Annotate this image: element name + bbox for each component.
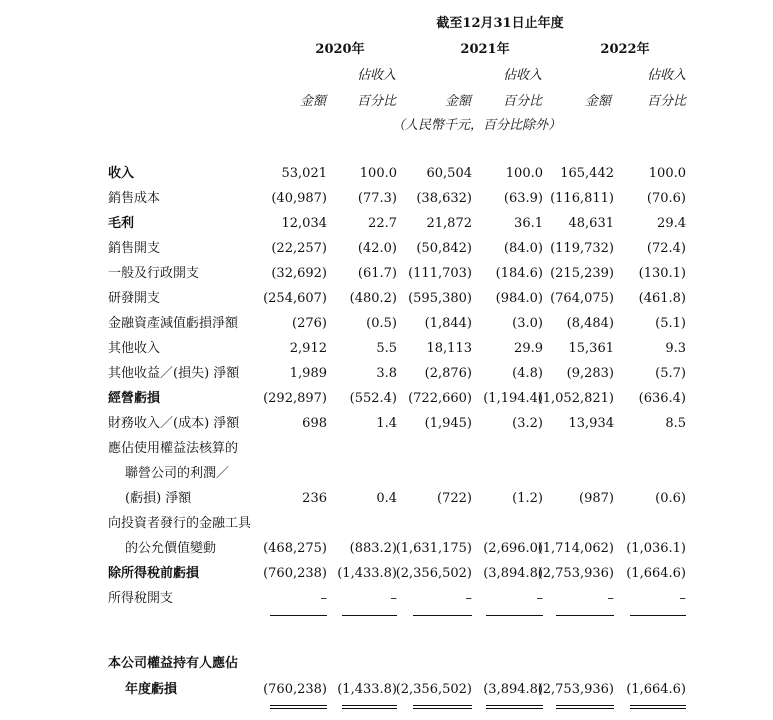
- row-share-associates-line2: [0, 461, 773, 486]
- row-rnd-expenses: [0, 286, 773, 311]
- cell-2020-amount: –: [320, 591, 327, 606]
- row-finance-income-cost: [0, 411, 773, 436]
- cell-2021-pct: (1,194.4): [483, 391, 543, 406]
- cell-2022-pct: (461.8): [638, 291, 686, 306]
- cell-2020-pct: (77.3): [357, 191, 397, 206]
- cell-2021-pct: (3,894.8): [483, 682, 543, 697]
- cell-2022-amount: 165,442: [560, 166, 614, 181]
- pct-header-2022-line1: 佔收入: [646, 68, 686, 83]
- cell-2020-amount: 2,912: [289, 341, 327, 356]
- row-label: 所得稅開支: [108, 591, 174, 606]
- row-gross-profit: [0, 211, 773, 236]
- cell-2022-amount: (116,811): [550, 191, 614, 206]
- cell-2022-amount: (1,052,821): [537, 391, 614, 406]
- row-other-income: [0, 336, 773, 361]
- cell-2021-amount: (722): [437, 491, 472, 506]
- cell-2021-pct: (3.2): [512, 416, 543, 431]
- cell-2021-amount: 18,113: [426, 341, 472, 356]
- cell-2021-amount: (111,703): [408, 266, 472, 281]
- row-label: 毛利: [108, 216, 135, 231]
- unit-note: （人民幣千元，百分比除外）: [392, 118, 562, 133]
- cell-2021-amount: (2,876): [424, 366, 472, 381]
- row-label: 研發開支: [108, 291, 161, 306]
- cell-2020-amount: (276): [292, 316, 327, 331]
- cell-2021-pct: (2,696.0): [483, 541, 543, 556]
- row-impairment-losses: [0, 311, 773, 336]
- pct-header-2021-line2: 百分比: [502, 94, 542, 109]
- row-label: 銷售開支: [108, 241, 161, 256]
- column-underline: [486, 615, 543, 616]
- cell-2022-pct: (5.7): [655, 366, 686, 381]
- cell-2022-amount: (2,753,936): [537, 682, 614, 697]
- pct-header-2020-line1: 佔收入: [356, 68, 396, 83]
- year-2020: 2020年: [315, 42, 365, 57]
- cell-2022-amount: (9,283): [566, 366, 614, 381]
- cell-2021-pct: (184.6): [495, 266, 543, 281]
- cell-2021-amount: (595,380): [408, 291, 472, 306]
- cell-2022-amount: (119,732): [550, 241, 614, 256]
- cell-2022-pct: (0.6): [655, 491, 686, 506]
- column-double-underline: [486, 705, 543, 709]
- cell-2021-pct: (3,894.8): [483, 566, 543, 581]
- cell-2022-pct: (1,664.6): [626, 682, 686, 697]
- cell-2020-pct: 100.0: [359, 166, 397, 181]
- cell-2022-amount: (215,239): [550, 266, 614, 281]
- cell-2022-pct: (5.1): [655, 316, 686, 331]
- cell-2020-pct: 3.8: [376, 366, 397, 381]
- row-label: 向投資者發行的金融工具: [108, 516, 252, 531]
- cell-2020-pct: (0.5): [366, 316, 397, 331]
- cell-2020-amount: (468,275): [263, 541, 327, 556]
- row-label: 其他收入: [108, 341, 161, 356]
- amount-header-2020: 金額: [299, 94, 326, 109]
- pct-header-2022-line2: 百分比: [646, 94, 686, 109]
- cell-2022-amount: (987): [579, 491, 614, 506]
- cell-2022-amount: (764,075): [550, 291, 614, 306]
- row-revenue: [0, 161, 773, 186]
- cell-2022-amount: (1,714,062): [537, 541, 614, 556]
- cell-2022-amount: 48,631: [568, 216, 614, 231]
- row-operating-loss: [0, 386, 773, 411]
- cell-2022-pct: (636.4): [638, 391, 686, 406]
- cell-2020-amount: 12,034: [281, 216, 327, 231]
- cell-2021-pct: (1.2): [512, 491, 543, 506]
- row-label: 本公司權益持有人應佔: [108, 656, 239, 671]
- cell-2020-pct: (61.7): [357, 266, 397, 281]
- year-2021: 2021年: [460, 42, 510, 57]
- amount-header-2022: 金額: [584, 94, 611, 109]
- column-underline: [413, 615, 472, 616]
- row-label: 其他收益／(損失) 淨額: [108, 366, 240, 381]
- column-double-underline: [270, 705, 327, 709]
- cell-2021-pct: –: [536, 591, 543, 606]
- cell-2021-amount: 60,504: [426, 166, 472, 181]
- cell-2022-pct: 29.4: [657, 216, 686, 231]
- amount-header-2021: 金額: [444, 94, 471, 109]
- column-double-underline: [342, 705, 397, 709]
- cell-2020-pct: (480.2): [349, 291, 397, 306]
- cell-2021-amount: (50,842): [416, 241, 472, 256]
- cell-2022-pct: (70.6): [646, 191, 686, 206]
- cell-2020-amount: 1,989: [289, 366, 327, 381]
- cell-2020-amount: 53,021: [281, 166, 327, 181]
- cell-2022-amount: 15,361: [568, 341, 614, 356]
- row-label: 收入: [108, 166, 135, 181]
- row-label: 財務收入／(成本) 淨額: [108, 416, 240, 431]
- row-fair-value-change-line1: [0, 511, 773, 536]
- cell-2020-pct: 1.4: [376, 416, 397, 431]
- cell-2020-amount: (760,238): [263, 682, 327, 697]
- cell-2020-amount: 236: [302, 491, 327, 506]
- cell-2020-pct: (42.0): [357, 241, 397, 256]
- cell-2022-pct: 8.5: [665, 416, 686, 431]
- cell-2020-pct: (552.4): [349, 391, 397, 406]
- cell-2022-pct: (72.4): [646, 241, 686, 256]
- cell-2021-amount: 21,872: [426, 216, 472, 231]
- cell-2021-pct: (84.0): [503, 241, 543, 256]
- cell-2022-amount: 13,934: [568, 416, 614, 431]
- cell-2021-pct: (63.9): [503, 191, 543, 206]
- column-underline: [270, 615, 327, 616]
- row-other-gains-losses: [0, 361, 773, 386]
- cell-2020-pct: (1,433.8): [337, 682, 397, 697]
- cell-2022-pct: 100.0: [648, 166, 686, 181]
- cell-2020-amount: (254,607): [263, 291, 327, 306]
- cell-2021-amount: (1,945): [424, 416, 472, 431]
- row-label: 聯營公司的利潤／: [125, 466, 230, 481]
- cell-2021-amount: (1,631,175): [395, 541, 472, 556]
- row-label: 經營虧損: [108, 391, 161, 406]
- row-label: 一般及行政開支: [108, 266, 200, 281]
- cell-2020-pct: (1,433.8): [337, 566, 397, 581]
- row-share-associates-line1: [0, 436, 773, 461]
- row-attributable-line1: [0, 651, 773, 676]
- cell-2022-pct: (1,664.6): [626, 566, 686, 581]
- column-underline: [342, 615, 397, 616]
- cell-2020-amount: (292,897): [263, 391, 327, 406]
- cell-2022-amount: (8,484): [566, 316, 614, 331]
- column-double-underline: [630, 705, 686, 709]
- cell-2021-pct: 29.9: [514, 341, 543, 356]
- row-loss-before-tax: [0, 561, 773, 586]
- cell-2020-amount: 698: [302, 416, 327, 431]
- cell-2021-amount: (1,844): [424, 316, 472, 331]
- row-cost-of-sales: [0, 186, 773, 211]
- row-label: 銷售成本: [108, 191, 161, 206]
- cell-2021-pct: 36.1: [514, 216, 543, 231]
- row-share-associates: [0, 486, 773, 511]
- row-label: 金融資產減值虧損淨額: [108, 316, 239, 331]
- cell-2020-amount: (32,692): [271, 266, 327, 281]
- cell-2020-amount: (40,987): [271, 191, 327, 206]
- pct-header-2021-line1: 佔收入: [502, 68, 542, 83]
- cell-2021-pct: 100.0: [505, 166, 543, 181]
- cell-2020-pct: (883.2): [349, 541, 397, 556]
- row-admin-expenses: [0, 261, 773, 286]
- row-income-tax: [0, 586, 773, 611]
- cell-2021-amount: (722,660): [408, 391, 472, 406]
- cell-2021-amount: (2,356,502): [395, 566, 472, 581]
- row-label: 年度虧損: [125, 682, 178, 697]
- row-loss-for-year: [0, 677, 773, 702]
- cell-2021-amount: –: [465, 591, 472, 606]
- row-label: 除所得稅前虧損: [108, 566, 200, 581]
- row-selling-expenses: [0, 236, 773, 261]
- cell-2020-pct: 5.5: [376, 341, 397, 356]
- column-underline: [630, 615, 686, 616]
- row-fair-value-change: [0, 536, 773, 561]
- cell-2020-amount: (760,238): [263, 566, 327, 581]
- cell-2020-pct: 0.4: [376, 491, 397, 506]
- year-2022: 2022年: [600, 42, 650, 57]
- cell-2021-amount: (2,356,502): [395, 682, 472, 697]
- column-double-underline: [413, 705, 472, 709]
- cell-2022-pct: (1,036.1): [626, 541, 686, 556]
- cell-2021-pct: (4.8): [512, 366, 543, 381]
- cell-2022-pct: 9.3: [665, 341, 686, 356]
- pct-header-2020-line2: 百分比: [356, 94, 396, 109]
- cell-2022-pct: (130.1): [638, 266, 686, 281]
- cell-2021-pct: (3.0): [512, 316, 543, 331]
- cell-2021-amount: (38,632): [416, 191, 472, 206]
- row-label: (虧損) 淨額: [125, 491, 192, 506]
- cell-2021-pct: (984.0): [495, 291, 543, 306]
- row-label: 的公允價值變動: [125, 541, 217, 556]
- row-label: 應佔使用權益法核算的: [108, 441, 239, 456]
- column-underline: [556, 615, 614, 616]
- cell-2022-pct: –: [679, 591, 686, 606]
- cell-2022-amount: –: [607, 591, 614, 606]
- column-double-underline: [556, 705, 614, 709]
- cell-2022-amount: (2,753,936): [537, 566, 614, 581]
- cell-2020-amount: (22,257): [271, 241, 327, 256]
- cell-2020-pct: –: [390, 591, 397, 606]
- period-header: 截至12月31日止年度: [436, 16, 564, 31]
- cell-2020-pct: 22.7: [368, 216, 397, 231]
